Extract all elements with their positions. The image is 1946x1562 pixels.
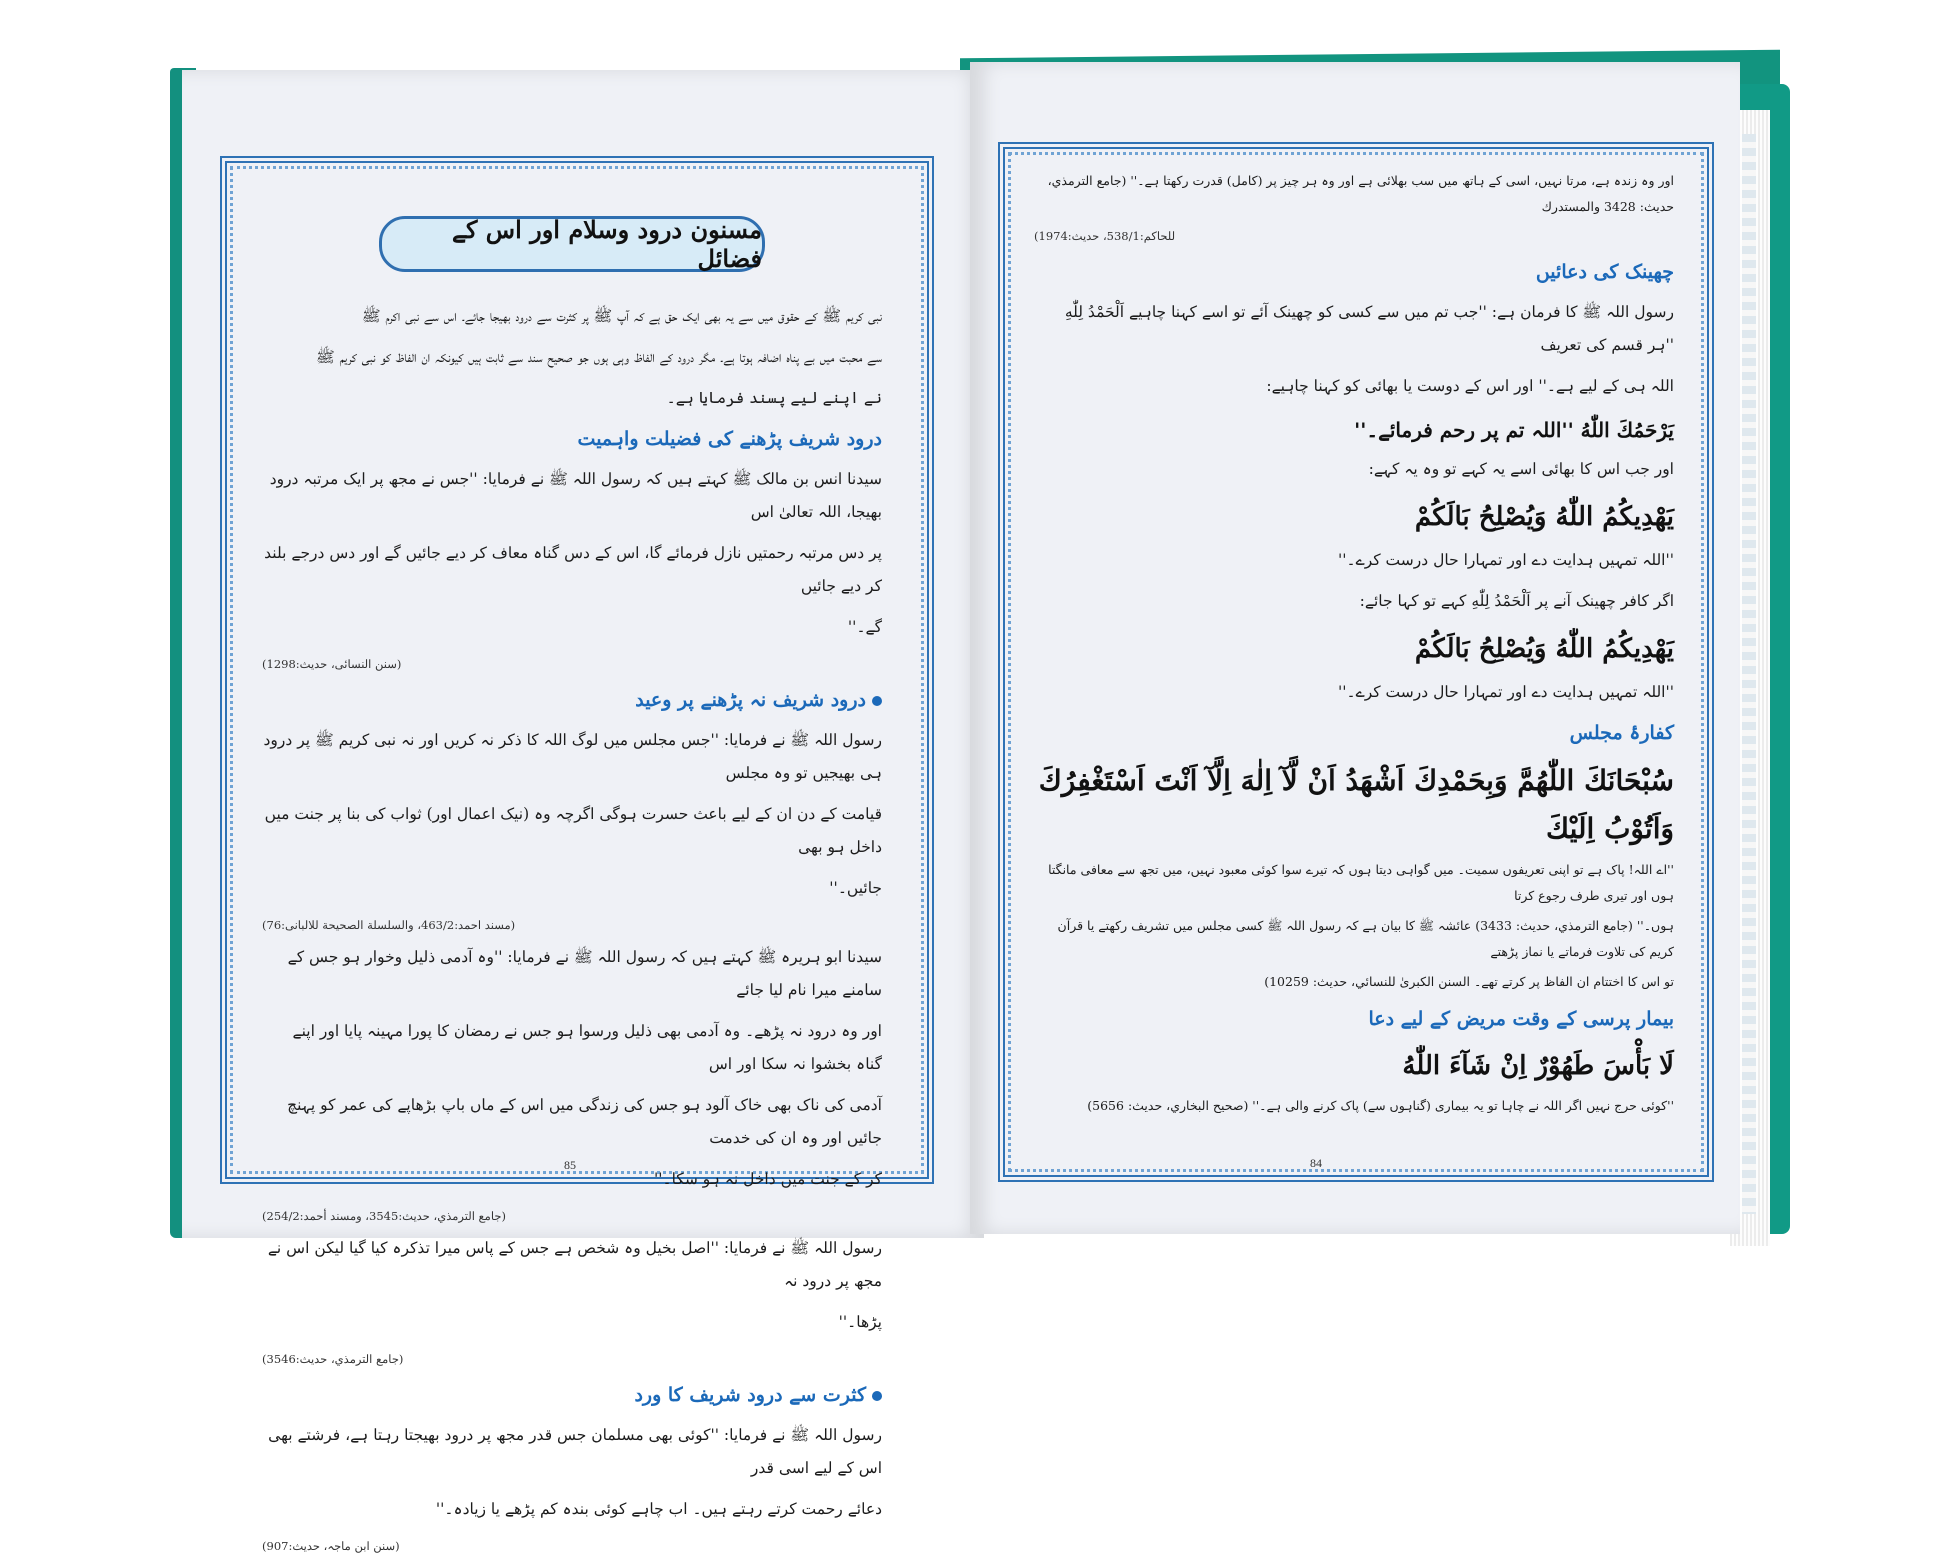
body-line: سیدنا ابو ہریرہ ﷺ کہتے ہیں کہ رسول اللہ ﷺ نے فرمایا: ''وہ آدمی ذلیل وخوار ہو جس کے سامنے میرا نام لیا جائے: [287, 948, 882, 999]
body-line: اور جب اس کا بھائی اسے یہ کہے تو وہ یہ کہے:: [1368, 460, 1674, 478]
body-line: رسول اللہ ﷺ کا فرمان ہے: ''جب تم میں سے کسی کو چھینک آئے تو اسے کہنا چاہیے اَلْحَمْدُ لِلّٰهِ ''ہر قسم کی تعریف: [1064, 303, 1674, 354]
body-line: گے۔'': [847, 618, 882, 636]
arabic-supplication: سُبْحَانَكَ اللّٰهُمَّ وَبِحَمْدِكَ اَشْهَدُ اَنْ لَّآ اِلٰهَ اِلَّآ اَنْتَ اَسْتَغْفِرُكَ وَاَتُوْبُ اِلَيْكَ: [1038, 764, 1674, 845]
translation: ''اللہ تمہیں ہدایت دے اور تمہارا حال درست کرے۔'': [1338, 551, 1674, 569]
body-line: دعائے رحمت کرتے رہتے ہیں۔ اب چاہے کوئی بندہ کم پڑھے یا زیادہ۔'': [435, 1500, 882, 1518]
body-line: رسول اللہ ﷺ نے فرمایا: ''اصل بخیل وہ شخص ہے جس کے پاس میرا تذکرہ کیا گیا لیکن اس نے مجھ پر درود نہ: [267, 1239, 882, 1290]
body-line: قیامت کے دن ان کے لیے باعث حسرت ہوگی اگرچہ وہ (نیک اعمال اور) ثواب کی بنا پر جنت میں داخل ہو بھی: [264, 805, 882, 856]
body-line: پر دس مرتبہ رحمتیں نازل فرمائے گا، اس کے دس گناہ معاف کر دیے جائیں گے اور دس درجے بلند کر دیے جائیں: [264, 544, 882, 595]
open-book: [170, 54, 1790, 1553]
arabic-supplication: يَهْدِيكُمُ اللّٰهُ وَيُصْلِحُ بَالَكُمْ: [1414, 634, 1674, 664]
reference: (جامع الترمذي، حديث:3546): [262, 1352, 404, 1366]
reference: (جامع الترمذي، حديث:3545، ومسند أحمد:254/2): [262, 1209, 506, 1223]
translation: ''اللہ تمہیں ہدایت دے اور تمہارا حال درست کرے۔'': [1338, 683, 1674, 701]
body-line: آدمی کی ناک بھی خاک آلود ہو جس کی زندگی میں اس کے ماں باپ بڑھاپے کی عمر کو پہنچ جائیں اور وہ ان کی خدمت: [287, 1096, 882, 1147]
section-heading: بیمار پرسی کے وقت مریض کے لیے دعا: [1368, 1008, 1674, 1030]
left-page: [182, 70, 984, 1553]
section-heading: چھینک کی دعائیں: [1535, 261, 1674, 283]
left-page-text: [262, 196, 882, 1562]
body-line: جائیں۔'': [829, 879, 882, 897]
section-heading: [262, 1381, 882, 1409]
intro-line: نے اپنے لیے پسند فرمایا ہے۔: [666, 389, 882, 407]
section-heading: کفارۂ مجلس: [1569, 722, 1674, 744]
intro-line: سے محبت میں بے پناہ اضافہ ہوتا ہے۔ مگر درود کے الفاظ وہی ہوں جو صحیح سند سے ثابت ہیں کیونکہ ان الفاظ کو نبی کریم ﷺ: [315, 348, 882, 366]
body-line: سیدنا انس بن مالک ﷺ کہتے ہیں کہ رسول اللہ ﷺ نے فرمایا: ''جس نے مجھ پر ایک مرتبہ درود بھیجا، اللہ تعالیٰ اس: [269, 470, 882, 521]
page-number: 84: [1310, 1156, 1322, 1170]
reference: (سنن النسائی، حدیث:1298): [262, 657, 402, 671]
page-title: مسنون درود وسلام اور اس کے فضائل: [451, 215, 762, 273]
page-edge-pattern: [1742, 134, 1756, 1214]
body-line: اللہ ہی کے لیے ہے۔'' اور اس کے دوست یا بھائی کو کہنا چاہیے:: [1266, 377, 1674, 395]
arabic-supplication: يَهْدِيكُمُ اللّٰهُ وَيُصْلِحُ بَالَكُمْ: [1414, 502, 1674, 532]
body-line: تو اس کا اختتام ان الفاظ پر کرتے تھے۔ السنن الكبرىٰ للنسائي، حديث: 10259): [1264, 974, 1674, 989]
right-page-text: [1034, 168, 1674, 1123]
reference: للحاكم:538/1، حديث:1974): [1034, 229, 1176, 243]
reference: (سنن ابن ماجہ، حدیث:907): [262, 1539, 400, 1553]
intro-line: نبی کریم ﷺ کے حقوق میں سے یہ بھی ایک حق ہے کہ آپ ﷺ پر کثرت سے درود بھیجا جائے۔ اس سے نبی اکرم ﷺ: [361, 307, 882, 325]
flower-icon: [872, 696, 882, 706]
page-number: 85: [564, 1158, 576, 1172]
body-line: پڑھا۔'': [838, 1313, 882, 1331]
body-line: ''اے اللہ! پاک ہے تو اپنی تعریفوں سمیت۔ میں گواہی دیتا ہوں کہ تیرے سوا کوئی معبود نہیں، میں تجھ سے معافی مانگتا ہوں اور تیری طرف رجوع کرتا: [1048, 862, 1674, 903]
body-line: رسول اللہ ﷺ نے فرمایا: ''جس مجلس میں لوگ اللہ کا ذکر نہ کریں اور نہ نبی کریم ﷺ پر درود ہی بھیجیں تو وہ مجلس: [263, 731, 882, 782]
arabic-supplication: يَرْحَمُكَ اللّٰهُ ''اللہ تم پر رحم فرمائے۔'': [1354, 418, 1674, 442]
page-title-cartouche: [379, 216, 765, 272]
right-page: [970, 62, 1740, 1234]
body-line: اور وہ زندہ ہے، مرتا نہیں، اسی کے ہاتھ میں سب بھلائی ہے اور وہ ہر چیز پر (کامل) قدرت رکھتا ہے۔'' (جامع الترمذي، حديث: 3428 والمستدرك: [1047, 173, 1674, 214]
section-heading-text: درود شریف نہ پڑھنے پر وعید: [635, 689, 866, 711]
body-line: کر کے جنت میں داخل نہ ہو سکا۔'': [653, 1170, 882, 1188]
section-heading-text: کثرت سے درود شریف کا ورد: [634, 1384, 866, 1406]
body-line: ہوں۔'' (جامع الترمذي، حديث: 3433) عائشہ ﷺ کا بیان ہے کہ رسول اللہ ﷺ کسی مجلس میں تشریف رکھتے یا قرآن کریم کی تلاوت فرماتے یا نماز پڑھتے: [1057, 918, 1674, 959]
arabic-supplication: لَا بَأْسَ طَهُوْرٌ اِنْ شَآءَ اللّٰهُ: [1402, 1051, 1674, 1081]
body-line: رسول اللہ ﷺ نے فرمایا: ''کوئی بھی مسلمان جس قدر مجھ پر درود بھیجتا رہتا ہے، فرشتے بھی اس کے لیے اسی قدر: [268, 1426, 882, 1477]
reference: (مسند احمد:463/2، والسلسلة الصحيحة للالبانی:76): [262, 918, 516, 932]
body-line: اگر کافر چھینک آنے پر اَلْحَمْدُ لِلّٰهِ کہے تو کہا جائے:: [1359, 592, 1674, 610]
translation: ''کوئی حرج نہیں اگر اللہ نے چاہا تو یہ بیماری (گناہوں سے) پاک کرنے والی ہے۔'' (صحيح البخاري، حديث: 5656): [1087, 1098, 1674, 1113]
body-line: اور وہ درود نہ پڑھے۔ وہ آدمی بھی ذلیل ورسوا ہو جس نے رمضان کا پورا مہینہ پایا اور اپنے گناہ بخشوا نہ سکا اور اس: [292, 1022, 882, 1073]
flower-icon: [872, 1391, 882, 1401]
section-heading: [262, 686, 882, 714]
section-heading: درود شریف پڑھنے کی فضیلت واہمیت: [577, 428, 882, 450]
